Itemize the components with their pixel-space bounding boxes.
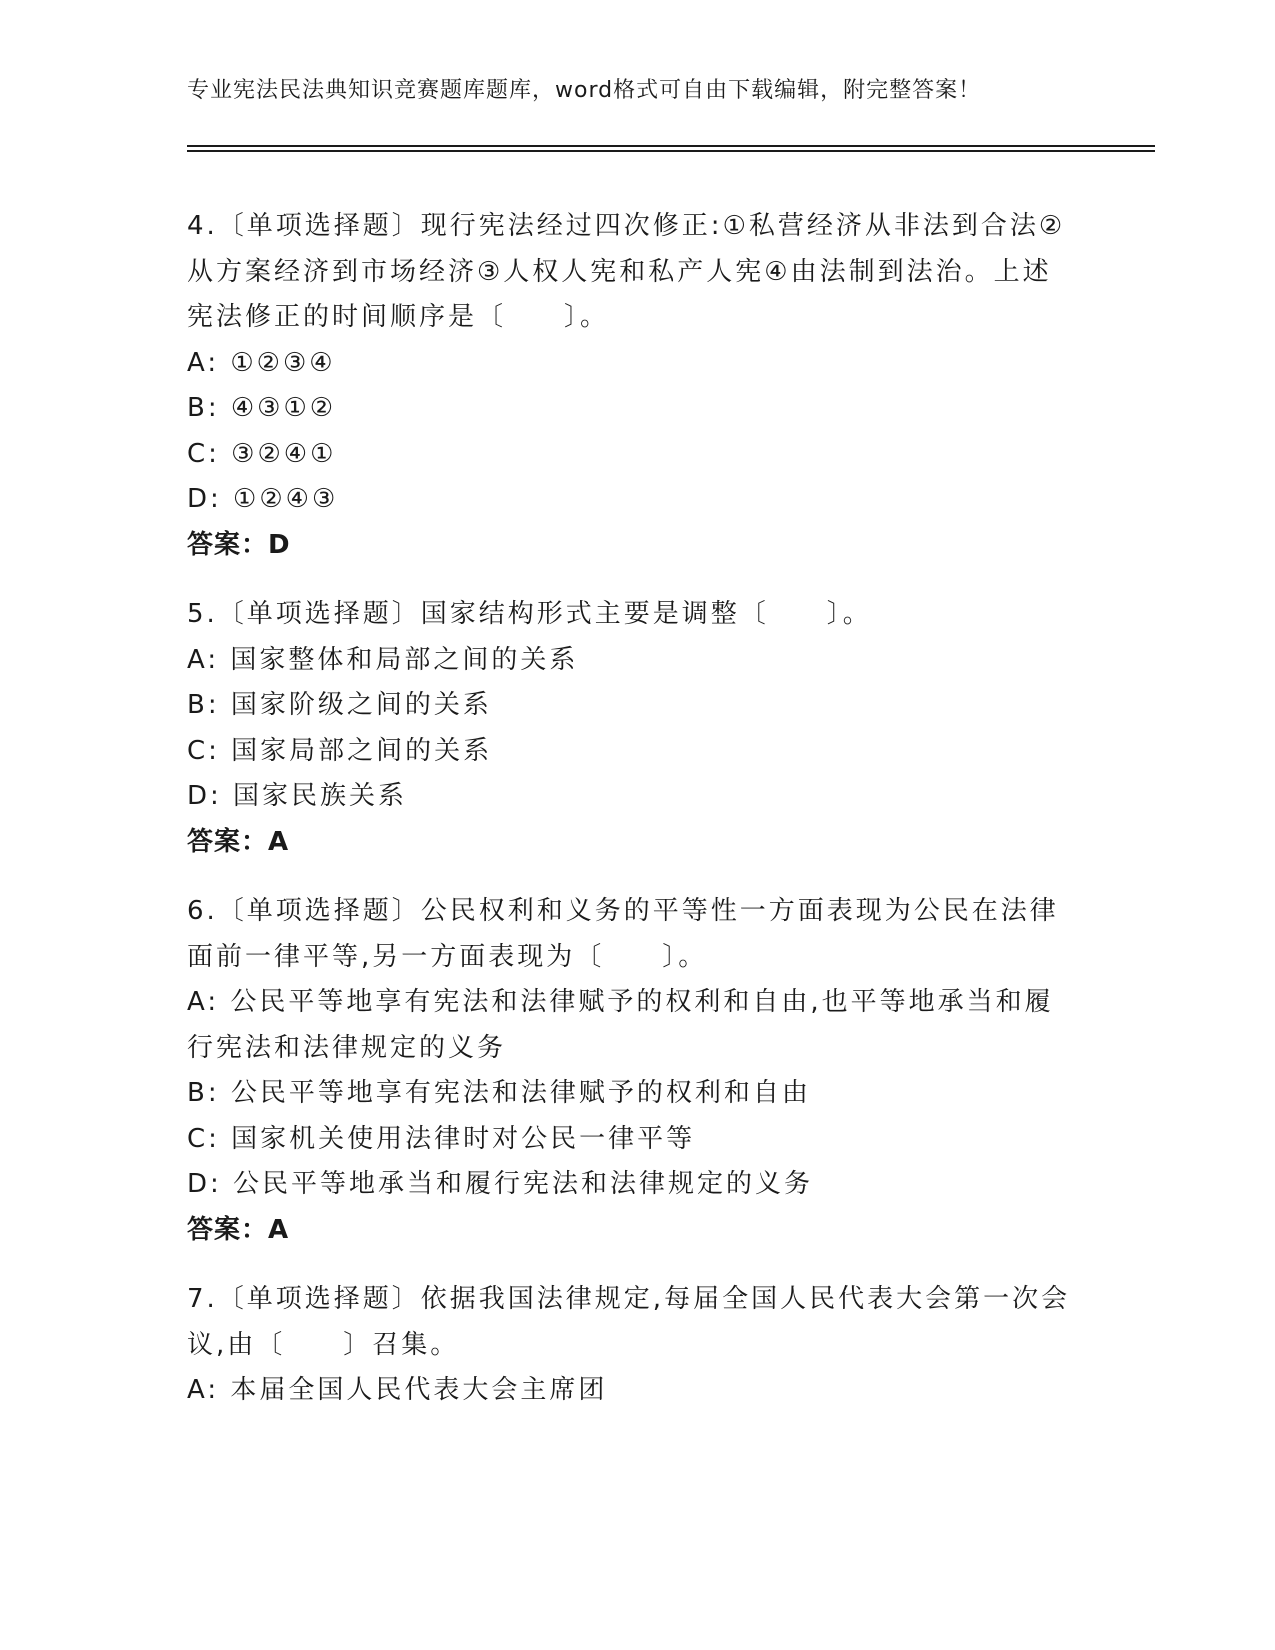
option-c: C: 国家局部之间的关系 [187, 735, 493, 766]
option-d: D: 公民平等地承当和履行宪法和法律规定的义务 [187, 1169, 814, 1199]
option-b: B: 公民平等地享有宪法和法律赋予的权利和自由 [187, 1078, 811, 1108]
question-text-line: 4.〔单项选择题〕现行宪法经过四次修正:①私营经济从非法到合法② [187, 211, 1066, 241]
question-text-line: 面前一律平等,另一方面表现为〔 〕。 [187, 941, 708, 972]
option-a: A: 公民平等地享有宪法和法律赋予的权利和自由,也平等地承当和履 [187, 987, 1054, 1017]
question-text-line: 6.〔单项选择题〕公民权利和义务的平等性一方面表现为公民在法律 [187, 896, 1059, 926]
option-a-continued: 行宪法和法律规定的义务 [187, 1032, 507, 1063]
answer: 答案：A [187, 826, 290, 857]
option-b: B: ④③①② [187, 393, 337, 423]
question-6 [187, 889, 1087, 1253]
option-a: A: 国家整体和局部之间的关系 [187, 644, 579, 675]
answer: 答案：A [187, 1214, 290, 1245]
option-b: B: 国家阶级之间的关系 [187, 690, 492, 720]
question-text-line: 宪法修正的时间顺序是〔 〕。 [187, 302, 610, 332]
question-5 [187, 592, 1087, 865]
question-text-line: 议,由〔 〕召集。 [187, 1329, 460, 1360]
question-text-line: 7.〔单项选择题〕依据我国法律规定,每届全国人民代表大会第一次会 [187, 1284, 1071, 1314]
option-d: D: 国家民族关系 [187, 781, 408, 811]
header-divider-bottom [187, 150, 1155, 152]
option-a: A: 本届全国人民代表大会主席团 [187, 1375, 608, 1405]
header-divider-top [187, 145, 1155, 147]
question-7 [187, 1277, 1087, 1414]
option-a: A: ①②③④ [187, 347, 336, 378]
option-c: C: ③②④① [187, 438, 337, 469]
question-text-line: 5.〔单项选择题〕国家结构形式主要是调整〔 〕。 [187, 599, 872, 629]
option-c: C: 国家机关使用法律时对公民一律平等 [187, 1123, 696, 1154]
option-d: D: ①②④③ [187, 484, 339, 514]
page-header: 专业宪法民法典知识竞赛题库题库，word格式可自由下载编辑，附完整答案！ [187, 78, 982, 103]
answer: 答案：D [187, 529, 291, 560]
question-list [187, 204, 1087, 1438]
question-text-line: 从方案经济到市场经济③人权人宪和私产人宪④由法制到法治。上述 [187, 256, 1052, 287]
question-4 [187, 204, 1087, 568]
